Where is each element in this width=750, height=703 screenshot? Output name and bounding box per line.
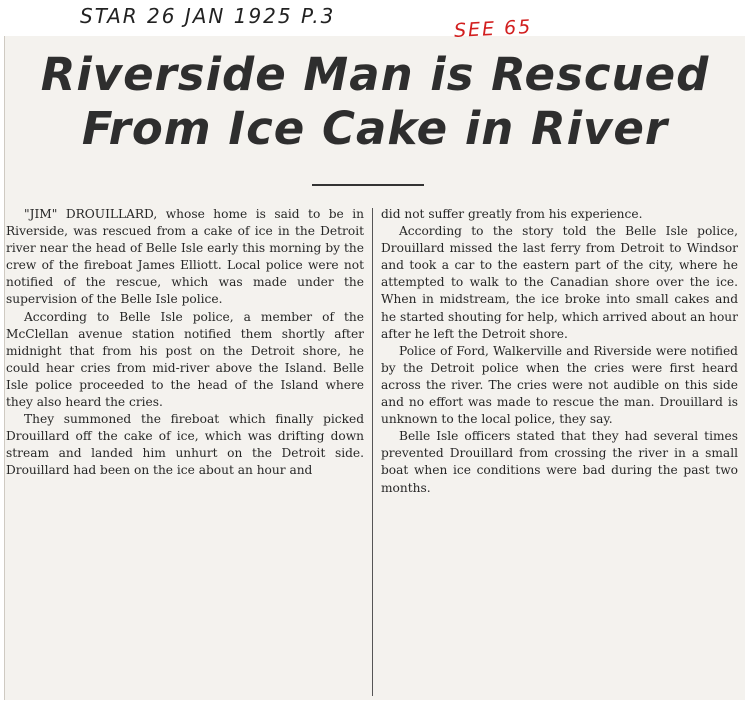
left-column: [6, 206, 364, 480]
article-headline: [0, 50, 750, 154]
headline-line-2: From Ice Cake in River: [81, 102, 669, 155]
paragraph: According to Belle Isle police, a member of the McClellan avenue station notified them shortly after midnight that from his post on the Detroit shore, he could hear cries from mid-river above the Island. Belle Isle police proceeded to the head of the Island where they also heard the cries.: [6, 309, 364, 410]
headline-line-1: Riverside Man is Rescued: [40, 48, 710, 101]
paragraph: According to the story told the Belle Isle police, Drouillard missed the last ferry from Detroit to Windsor and took a car to the eastern part of the city, where he attempted to walk to the Canadian shore over the ice. When in midstream, the ice broke into small cakes and he started shouting for help, which arrived about an hour after he left the Detroit shore.: [381, 224, 738, 341]
reference-annotation: SEE 65: [453, 15, 533, 43]
right-column: [381, 206, 738, 497]
headline-rule: [312, 184, 424, 186]
paragraph: Belle Isle officers stated that they had several times prevented Drouillard from crossing the river in a small boat when ice conditions were bad during the past two months.: [381, 429, 738, 495]
source-annotation: STAR 26 JAN 1925 P.3: [80, 4, 336, 28]
paragraph: "JIM" DROUILLARD, whose home is said to be in Riverside, was rescued from a cake of ice in the Detroit river near the head of Belle Isle early this morning by the crew of the fireboat James Elliott. Local police were not notified of the rescue, which was made under the supervision of the Belle Isle police.: [6, 207, 364, 307]
paragraph: Police of Ford, Walkerville and Riverside were notified by the Detroit police when the cries were first heard across the river. The cries were not audible on this side and no effort was made to rescue the man. Drouillard is unknown to the local police, they say.: [381, 343, 738, 427]
paragraph: did not suffer greatly from his experience.: [381, 207, 643, 221]
paragraph: They summoned the fireboat which finally picked Drouillard off the cake of ice, which was drifting down stream and landed him unhurt on the Detroit side. Drouillard had been on the ice about an hour and: [6, 412, 364, 478]
column-divider: [372, 208, 373, 696]
